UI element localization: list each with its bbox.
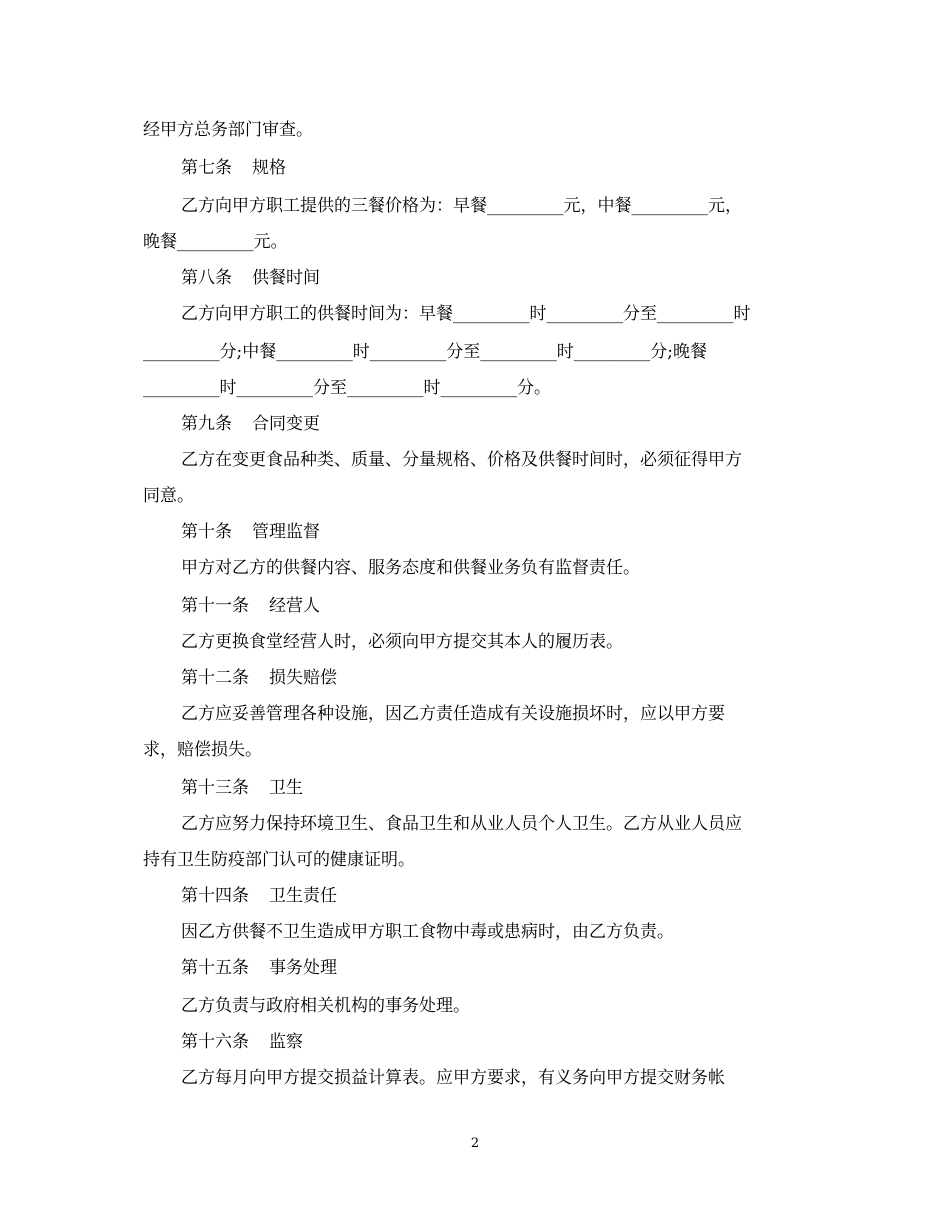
- article-heading-10: [0, 520, 950, 544]
- article-title: 供餐时间: [252, 268, 320, 288]
- paragraph-line: 乙方每月向甲方提交损益计算表。应甲方要求，有义务向甲方提交财务帐: [181, 1068, 725, 1088]
- article-heading-8: [0, 266, 950, 290]
- paragraph-line: 乙方应努力保持环境卫生、食品卫生和从业人员个人卫生。乙方从业人员应: [181, 814, 742, 834]
- paragraph-line: 晚餐_________元。: [143, 232, 288, 252]
- paragraph-line: 乙方向甲方职工的供餐时间为：早餐_________时_________分至_________时: [181, 304, 751, 324]
- paragraph-line: 乙方向甲方职工提供的三餐价格为：早餐_________元，中餐_________元，: [181, 196, 742, 216]
- article-heading-13: [0, 776, 950, 800]
- paragraph-line: 持有卫生防疫部门认可的健康证明。: [143, 850, 415, 870]
- article-number: 第十条: [181, 522, 232, 542]
- article-number: 第十四条: [181, 886, 249, 906]
- article-heading-7: [0, 156, 950, 180]
- article-title: 卫生责任: [269, 886, 337, 906]
- article-heading-12: [0, 666, 950, 690]
- article-heading-14: [0, 884, 950, 908]
- paragraph-line: 乙方更换食堂经营人时，必须向甲方提交其本人的履历表。: [181, 632, 623, 652]
- article-number: 第十一条: [181, 596, 249, 616]
- paragraph-line: 因乙方供餐不卫生造成甲方职工食物中毒或患病时，由乙方负责。: [181, 922, 674, 942]
- article-heading-16: [0, 1030, 950, 1054]
- article-number: 第八条: [181, 268, 232, 288]
- paragraph-line: 乙方在变更食品种类、质量、分量规格、价格及供餐时间时，必须征得甲方: [181, 450, 742, 470]
- article-heading-9: [0, 412, 950, 436]
- paragraph-line: 同意。: [143, 486, 194, 506]
- article-number: 第十六条: [181, 1032, 249, 1052]
- article-heading-15: [0, 956, 950, 980]
- article-number: 第九条: [181, 414, 232, 434]
- article-number: 第十三条: [181, 778, 249, 798]
- paragraph-line: _________时_________分至_________时_________分。: [143, 378, 551, 398]
- article-title: 经营人: [269, 596, 320, 616]
- article-title: 损失赔偿: [269, 668, 337, 688]
- page-number: 2: [470, 1136, 480, 1151]
- paragraph-line: 求，赔偿损失。: [143, 740, 262, 760]
- paragraph-line: 经甲方总务部门审查。: [143, 120, 313, 140]
- paragraph-line: _________分;中餐_________时_________分至_________时_________分;晚餐: [143, 342, 707, 362]
- paragraph-line: 乙方负责与政府相关机构的事务处理。: [181, 996, 470, 1016]
- paragraph-line: 甲方对乙方的供餐内容、服务态度和供餐业务负有监督责任。: [181, 558, 640, 578]
- article-title: 事务处理: [269, 958, 337, 978]
- article-number: 第十五条: [181, 958, 249, 978]
- article-title: 管理监督: [252, 522, 320, 542]
- article-title: 卫生: [269, 778, 303, 798]
- article-title: 合同变更: [252, 414, 320, 434]
- article-title: 规格: [252, 158, 286, 178]
- paragraph-line: 乙方应妥善管理各种设施，因乙方责任造成有关设施损坏时，应以甲方要: [181, 704, 725, 724]
- article-number: 第十二条: [181, 668, 249, 688]
- article-title: 监察: [269, 1032, 303, 1052]
- article-heading-11: [0, 594, 950, 618]
- article-number: 第七条: [181, 158, 232, 178]
